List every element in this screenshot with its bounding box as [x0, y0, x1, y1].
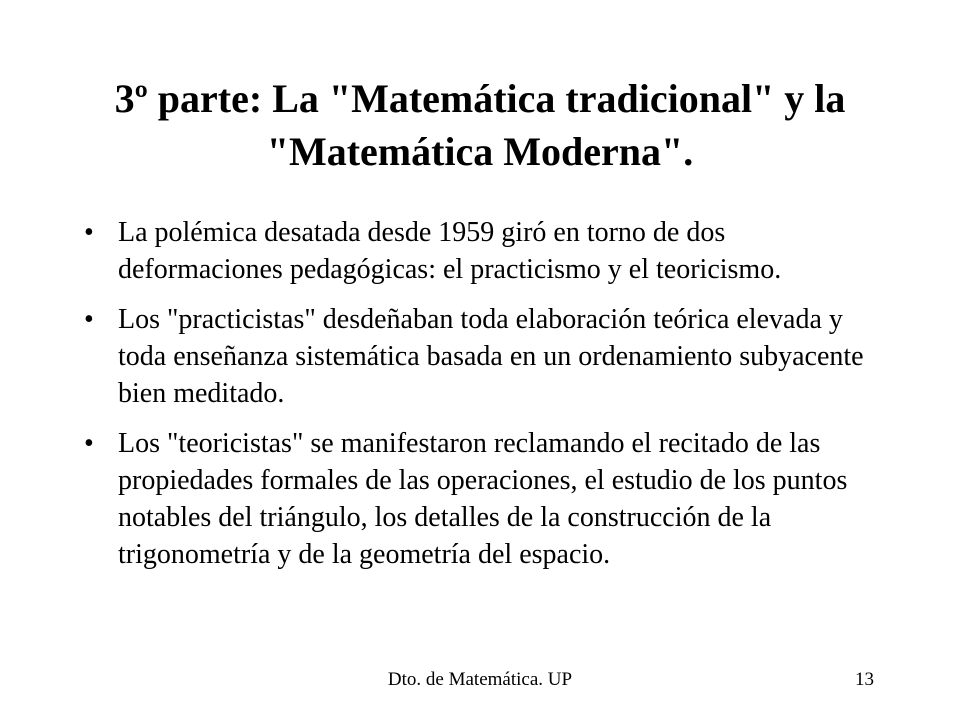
- bullet-item: [72, 425, 880, 573]
- slide-title: 3º parte: La "Matemática tradicional" y la "Matemática Moderna".: [114, 76, 846, 174]
- bullet-item: [72, 214, 880, 288]
- bullet-dot-icon: •: [84, 217, 94, 248]
- bullet-dot-icon: •: [84, 304, 94, 335]
- bullet-text: Los "practicistas" desdeñaban toda elaboración teórica elevada y toda enseñanza sistemática basada en un ordenamiento subyacente bien meditado.: [118, 304, 864, 409]
- bullet-text: La polémica desatada desde 1959 giró en torno de dos deformaciones pedagógicas: el practicismo y el teoricismo.: [118, 217, 782, 285]
- bullet-item: [72, 301, 880, 412]
- footer-text: Dto. de Matemática. UP: [387, 669, 573, 690]
- page-number: 13: [855, 669, 874, 690]
- bullet-list: [72, 214, 880, 586]
- bullet-dot-icon: •: [84, 428, 94, 459]
- bullet-text: Los "teoricistas" se manifestaron reclamando el recitado de las propiedades formales de las operaciones, el estudio de los puntos notables del triángulo, los detalles de la construcción de la trigonometría y de la geometría del espacio.: [118, 428, 848, 570]
